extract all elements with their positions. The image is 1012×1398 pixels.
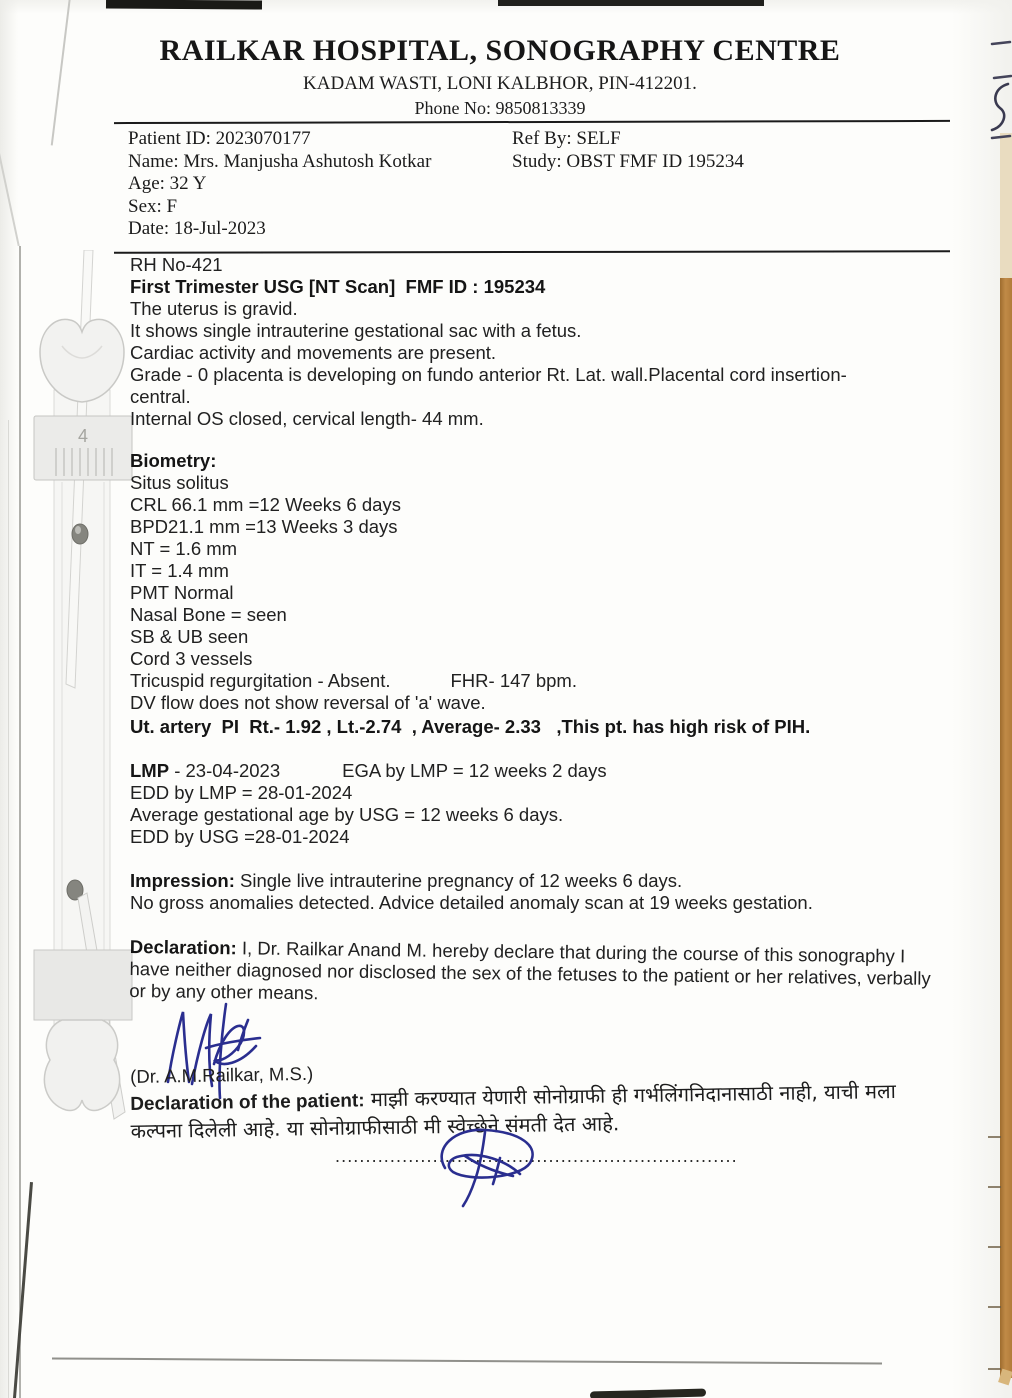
biometry-line: PMT Normal — [130, 582, 234, 603]
report-date: Date: 18-Jul-2023 — [128, 218, 266, 240]
finding-line: The uterus is gravid. — [130, 298, 298, 319]
ut-artery-line: Ut. artery PI Rt.- 1.92 , Lt.-2.74 , Average- 2.33 ,This pt. has high risk of PIH. — [130, 716, 811, 737]
patient-id: Patient ID: 2023070177 — [128, 128, 311, 149]
underlying-page-edge — [1000, 133, 1012, 280]
hospital-phone: Phone No: 9850813339 — [414, 98, 586, 118]
scan-edge-dark-strip — [498, 0, 764, 6]
tricuspid-fhr-line — [130, 670, 942, 692]
biometry-line: Situs solitus — [130, 472, 229, 493]
lmp-value: - 23-04-2023 — [169, 760, 281, 781]
scan-edge-dark-mark — [590, 1388, 706, 1398]
patient-info-left — [128, 128, 431, 241]
hospital-title: RAILKAR HOSPITAL, SONOGRAPHY CENTRE — [159, 34, 841, 67]
biometry-line: CRL 66.1 mm =12 Weeks 6 days — [130, 494, 401, 515]
scanned-device-object — [28, 250, 143, 1150]
biometry-heading: Biometry: — [130, 450, 217, 471]
signature-dotted-line: .................................................................. — [335, 1146, 738, 1166]
patient-signature — [425, 1118, 555, 1208]
impression-line — [130, 870, 942, 892]
impression-advice-line: No gross anomalies detected. Advice detailed anomaly scan at 19 weeks gestation. — [130, 892, 813, 913]
patient-sex: Sex: F — [128, 195, 178, 217]
ruled-line-tick — [988, 1306, 1001, 1308]
letterhead — [0, 34, 1000, 119]
biometry-line: BPD21.1 mm =13 Weeks 3 days — [130, 516, 398, 537]
ega-value: EGA by LMP = 12 weeks 2 days — [342, 760, 607, 781]
dv-flow-line: DV flow does not show reversal of 'a' wave. — [130, 692, 486, 713]
finding-line: Cardiac activity and movements are present. — [130, 342, 497, 363]
finding-line: Grade - 0 placenta is developing on fundo anterior Rt. Lat. wall.Placental cord insertion-central. — [130, 364, 847, 407]
biometry-line: SB & UB seen — [130, 626, 249, 647]
edd-usg-line: EDD by USG =28-01-2024 — [130, 826, 350, 847]
divider-line — [114, 120, 950, 124]
finding-line: It shows single intrauterine gestational sac with a fetus. — [130, 320, 582, 341]
patient-age: Age: 32 Y — [128, 173, 207, 195]
ruled-line-tick — [988, 1246, 1001, 1248]
report-body — [130, 254, 942, 1002]
paper-edge-line — [52, 1357, 882, 1364]
ruled-line-tick — [988, 1136, 1001, 1138]
rh-number: RH No-421 — [130, 254, 223, 275]
study: Study: OBST FMF ID 195234 — [512, 150, 744, 172]
lmp-label: LMP — [130, 760, 170, 781]
paper-edge-line — [8, 420, 9, 1398]
doctor-name: (Dr. A.M.Railkar, M.S.) — [130, 1062, 314, 1087]
doctor-declaration — [129, 936, 942, 1012]
biometry-line: Nasal Bone = seen — [130, 604, 287, 625]
tricuspid-finding: Tricuspid regurgitation - Absent. — [130, 670, 391, 691]
finding-line: Internal OS closed, cervical length- 44 mm. — [130, 408, 484, 429]
declaration-label: Declaration: — [129, 936, 237, 959]
binding-strip — [1000, 278, 1012, 1378]
hospital-address: KADAM WASTI, LONI KALBHOR, PIN-412201. — [303, 73, 697, 94]
impression-text: Single live intrauterine pregnancy of 12 weeks 6 days. — [234, 870, 683, 891]
declaration-text: I, Dr. Railkar Anand M. hereby declare that during the course of this sonography I have neither diagnosed nor disclosed the sex of the fetuses to the patient or her relatives, verbally or by any other means. — [129, 937, 936, 1004]
scan-edge-dark-strip — [106, 0, 262, 10]
biometry-line: NT = 1.6 mm — [130, 538, 238, 559]
device-number-label: 4 — [78, 426, 89, 446]
patient-info-right — [512, 128, 744, 173]
paper-edge-line — [19, 246, 21, 1398]
paper-fold-line — [13, 1182, 33, 1398]
avg-ga-line: Average gestational age by USG = 12 weeks 6 days. — [130, 804, 564, 825]
lmp-line — [130, 760, 942, 782]
patient-declaration-label: Declaration of the patient: — [130, 1090, 365, 1115]
edd-lmp-line: EDD by LMP = 28-01-2024 — [130, 782, 353, 803]
patient-name: Name: Mrs. Manjusha Ashutosh Kotkar — [128, 150, 432, 172]
fhr-value: FHR- 147 bpm. — [450, 670, 577, 691]
biometry-line: Cord 3 vessels — [130, 648, 253, 669]
patient-declaration-text: माझी करण्यात येणारी सोनोग्राफी ही गर्भलिंगनिदानासाठी नाही, याची मला कल्पना दिलेली आहे. या सोनोग्राफीसाठी मी स्वेच्छेने संमती देत आहे. — [130, 1078, 896, 1143]
scan-title: First Trimester USG [NT Scan] FMF ID : 195234 — [130, 276, 546, 297]
impression-label: Impression: — [130, 870, 235, 891]
ref-by: Ref By: SELF — [512, 128, 621, 149]
biometry-line: IT = 1.4 mm — [130, 560, 229, 581]
ruled-line-tick — [988, 1186, 1001, 1188]
ruled-line-tick — [988, 1368, 1001, 1370]
